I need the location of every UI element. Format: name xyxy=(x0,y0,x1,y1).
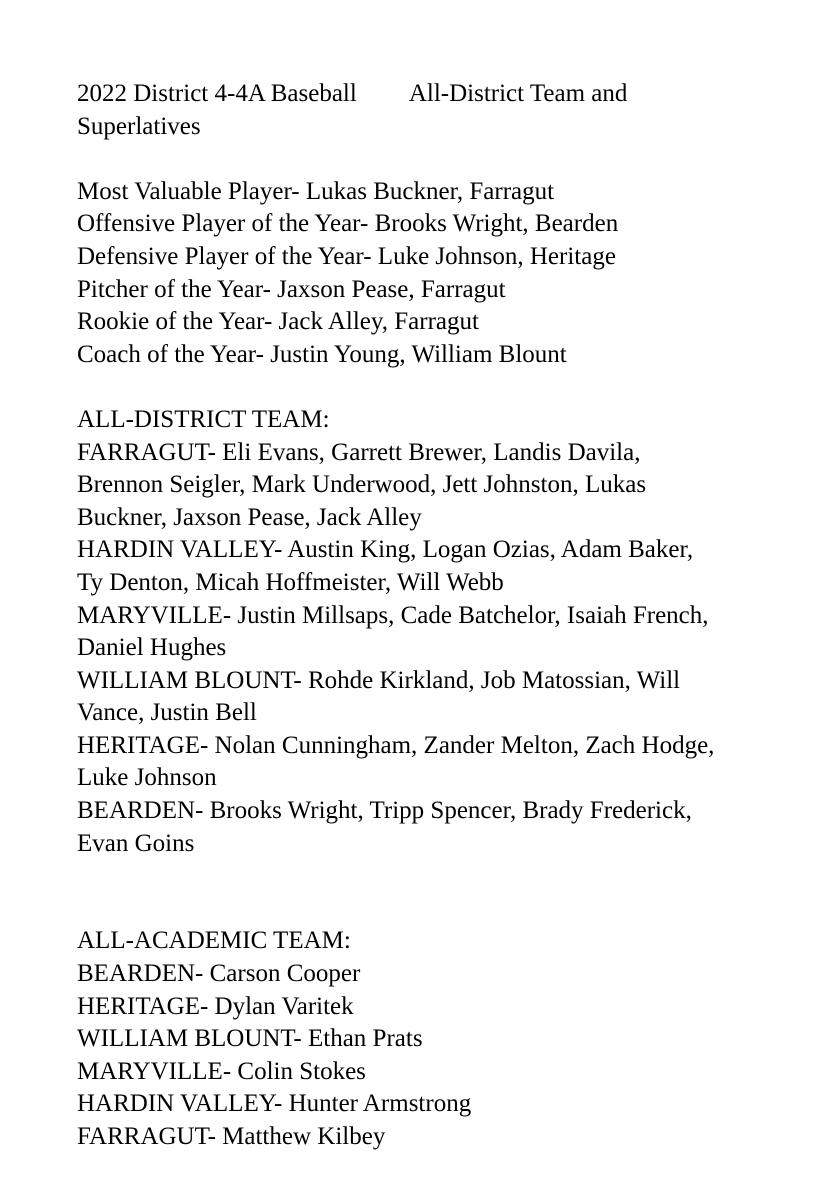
all-academic-line: FARRAGUT- Matthew Kilbey xyxy=(77,1123,386,1150)
all-district-line: WILLIAM BLOUNT- Rohde Kirkland, Job Matossian, Will xyxy=(77,666,681,694)
all-academic-line: WILLIAM BLOUNT- Ethan Prats xyxy=(77,1025,423,1053)
all-district-line: Daniel Hughes xyxy=(77,634,227,662)
superlatives-section xyxy=(77,176,797,372)
all-academic-line: MARYVILLE- Colin Stokes xyxy=(77,1057,366,1085)
all-district-line: HARDIN VALLEY- Austin King, Logan Ozias, Adam Baker, xyxy=(77,536,694,564)
all-district-line: FARRAGUT- Eli Evans, Garrett Brewer, Landis Davila, xyxy=(77,438,641,466)
all-district-line: Evan Goins xyxy=(77,829,195,857)
all-academic-line: BEARDEN- Carson Cooper xyxy=(77,960,361,988)
superlative-mvp: Most Valuable Player- Lukas Buckner, Farragut xyxy=(77,177,555,205)
all-academic-heading: ALL-ACADEMIC TEAM: xyxy=(77,927,351,955)
all-district-line: HERITAGE- Nolan Cunningham, Zander Melton, Zach Hodge, xyxy=(77,731,715,759)
all-district-line: Brennon Seigler, Mark Underwood, Jett Johnston, Lukas xyxy=(77,471,647,499)
all-district-line: MARYVILLE- Justin Millsaps, Cade Batchelor, Isaiah French, xyxy=(77,601,709,629)
document-page xyxy=(77,78,797,1154)
superlative-rookie: Rookie of the Year- Jack Alley, Farragut xyxy=(77,308,479,336)
superlative-offensive-player: Offensive Player of the Year- Brooks Wright, Bearden xyxy=(77,210,619,238)
all-academic-section xyxy=(77,925,797,1153)
all-district-section xyxy=(77,404,797,860)
all-district-line: BEARDEN- Brooks Wright, Tripp Spencer, Brady Frederick, xyxy=(77,797,692,825)
superlative-coach: Coach of the Year- Justin Young, William Blount xyxy=(77,340,567,368)
all-district-line: Buckner, Jaxson Pease, Jack Alley xyxy=(77,503,422,531)
superlative-pitcher: Pitcher of the Year- Jaxson Pease, Farragut xyxy=(77,275,506,303)
all-district-heading: ALL-DISTRICT TEAM: xyxy=(77,405,330,433)
all-academic-line: HARDIN VALLEY- Hunter Armstrong xyxy=(77,1090,472,1118)
title-part-1: 2022 District 4-4A Baseball xyxy=(77,80,357,107)
all-district-line: Vance, Justin Bell xyxy=(77,699,257,727)
all-district-line: Luke Johnson xyxy=(77,764,217,792)
all-district-line: Ty Denton, Micah Hoffmeister, Will Webb xyxy=(77,568,504,596)
all-academic-line: HERITAGE- Dylan Varitek xyxy=(77,992,354,1020)
title-part-3: Superlatives xyxy=(77,112,201,140)
document-title xyxy=(77,78,797,111)
title-part-2: All-District Team and xyxy=(408,80,628,107)
superlative-defensive-player: Defensive Player of the Year- Luke Johnson, Heritage xyxy=(77,242,616,270)
